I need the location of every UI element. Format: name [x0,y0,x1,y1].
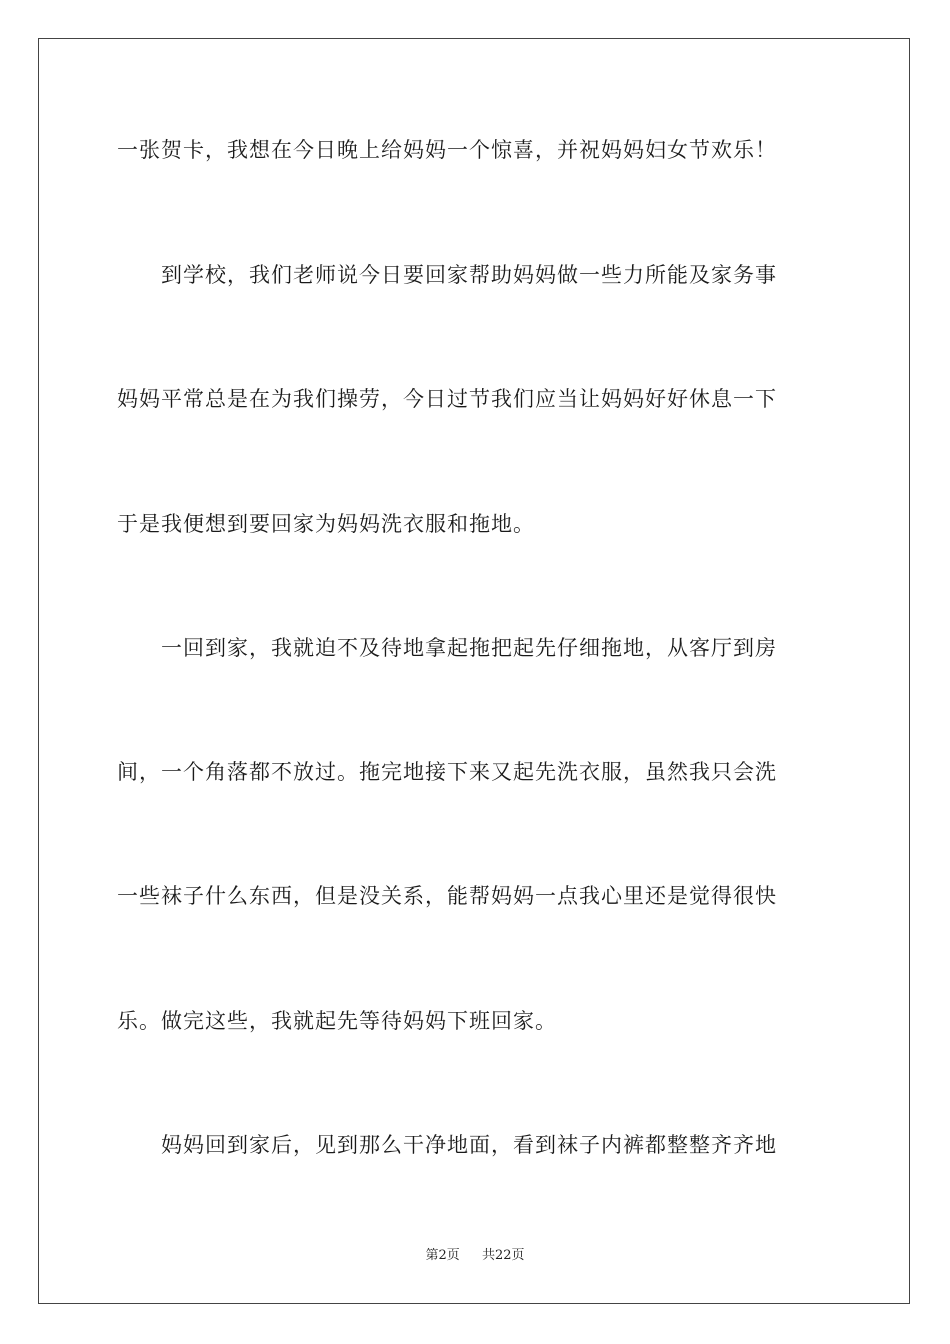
page-border [38,38,910,1304]
page-number: 第2页 [425,1248,460,1263]
text-line-3: 妈妈平常总是在为我们操劳，今日过节我们应当让妈妈好好休息一下 [117,387,777,411]
page-footer [0,1247,950,1265]
text-line-6: 间，一个角落都不放过。拖完地接下来又起先洗衣服，虽然我只会洗 [117,760,777,784]
text-line-1: 一张贺卡，我想在今日晚上给妈妈一个惊喜，并祝妈妈妇女节欢乐！ [117,138,777,162]
text-line-5: 一回到家，我就迫不及待地拿起拖把起先仔细拖地，从客厅到房 [117,636,777,660]
text-line-4: 于是我便想到要回家为妈妈洗衣服和拖地。 [117,512,535,536]
text-line-8: 乐。做完这些，我就起先等待妈妈下班回家。 [117,1009,557,1033]
text-line-9: 妈妈回到家后，见到那么干净地面，看到袜子内裤都整整齐齐地 [117,1133,777,1157]
text-line-7: 一些袜子什么东西，但是没关系，能帮妈妈一点我心里还是觉得很快 [117,884,777,908]
page-total: 共22页 [482,1248,525,1263]
text-line-2: 到学校，我们老师说今日要回家帮助妈妈做一些力所能及家务事 [117,263,777,287]
